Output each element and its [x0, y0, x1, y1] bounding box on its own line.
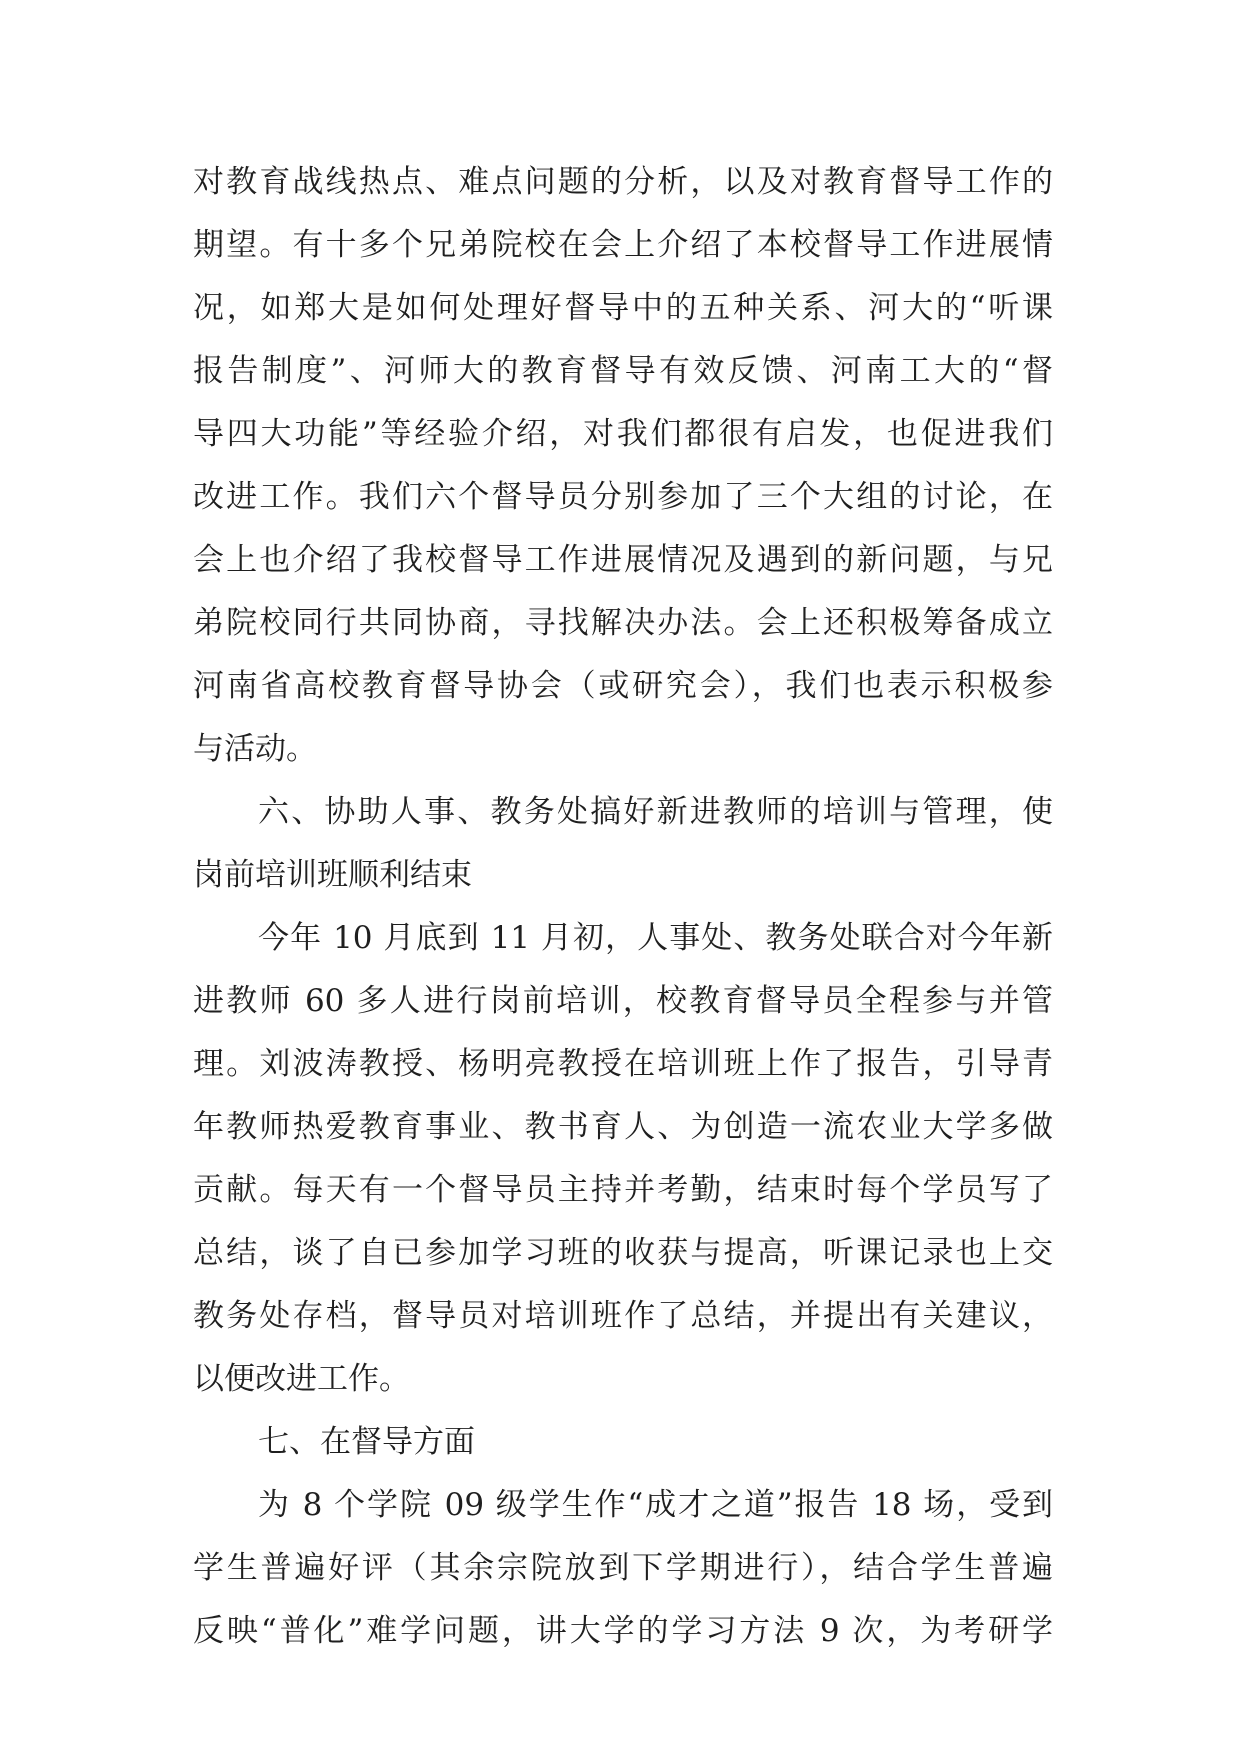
text-line: 况，如郑大是如何处理好督导中的五种关系、河大的“听课	[193, 290, 1053, 326]
text-line: 以便改进工作。	[193, 1361, 410, 1397]
section-heading-six: 六、协助人事、教务处搞好新进教师的培训与管理，使	[258, 794, 1053, 830]
text-line: 教务处存档，督导员对培训班作了总结，并提出有关建议，	[193, 1298, 1053, 1334]
text-line: 理。刘波涛教授、杨明亮教授在培训班上作了报告，引导青	[193, 1046, 1053, 1082]
text-line: 进教师 60 多人进行岗前培训，校教育督导员全程参与并管	[193, 983, 1053, 1019]
text-line: 会上也介绍了我校督导工作进展情况及遇到的新问题，与兄	[193, 542, 1053, 578]
text-line: 导四大功能”等经验介绍，对我们都很有启发，也促进我们	[193, 416, 1053, 452]
text-line: 报告制度”、河师大的教育督导有效反馈、河南工大的“督	[193, 353, 1053, 389]
text-line: 总结，谈了自已参加学习班的收获与提高，听课记录也上交	[193, 1235, 1053, 1271]
text-line: 对教育战线热点、难点问题的分析，以及对教育督导工作的	[193, 164, 1053, 200]
text-line: 河南省高校教育督导协会（或研究会），我们也表示积极参	[193, 668, 1053, 704]
text-line: 年教师热爱教育事业、教书育人、为创造一流农业大学多做	[193, 1109, 1053, 1145]
text-line: 与活动。	[193, 731, 317, 767]
text-line: 贡献。每天有一个督导员主持并考勤，结束时每个学员写了	[193, 1172, 1053, 1208]
text-line: 期望。有十多个兄弟院校在会上介绍了本校督导工作进展情	[193, 227, 1053, 263]
text-line: 学生普遍好评（其余宗院放到下学期进行），结合学生普遍	[193, 1550, 1053, 1586]
section-heading-seven: 七、在督导方面	[258, 1424, 475, 1460]
text-line: 改进工作。我们六个督导员分别参加了三个大组的讨论，在	[193, 479, 1053, 515]
section-heading-six-cont: 岗前培训班顺利结束	[193, 857, 472, 893]
text-line: 弟院校同行共同协商，寻找解决办法。会上还积极筹备成立	[193, 605, 1053, 641]
text-line: 反映“普化”难学问题，讲大学的学习方法 9 次，为考研学	[193, 1613, 1053, 1649]
text-line: 为 8 个学院 09 级学生作“成才之道”报告 18 场，受到	[258, 1487, 1053, 1523]
text-line: 今年 10 月底到 11 月初，人事处、教务处联合对今年新	[258, 920, 1053, 956]
